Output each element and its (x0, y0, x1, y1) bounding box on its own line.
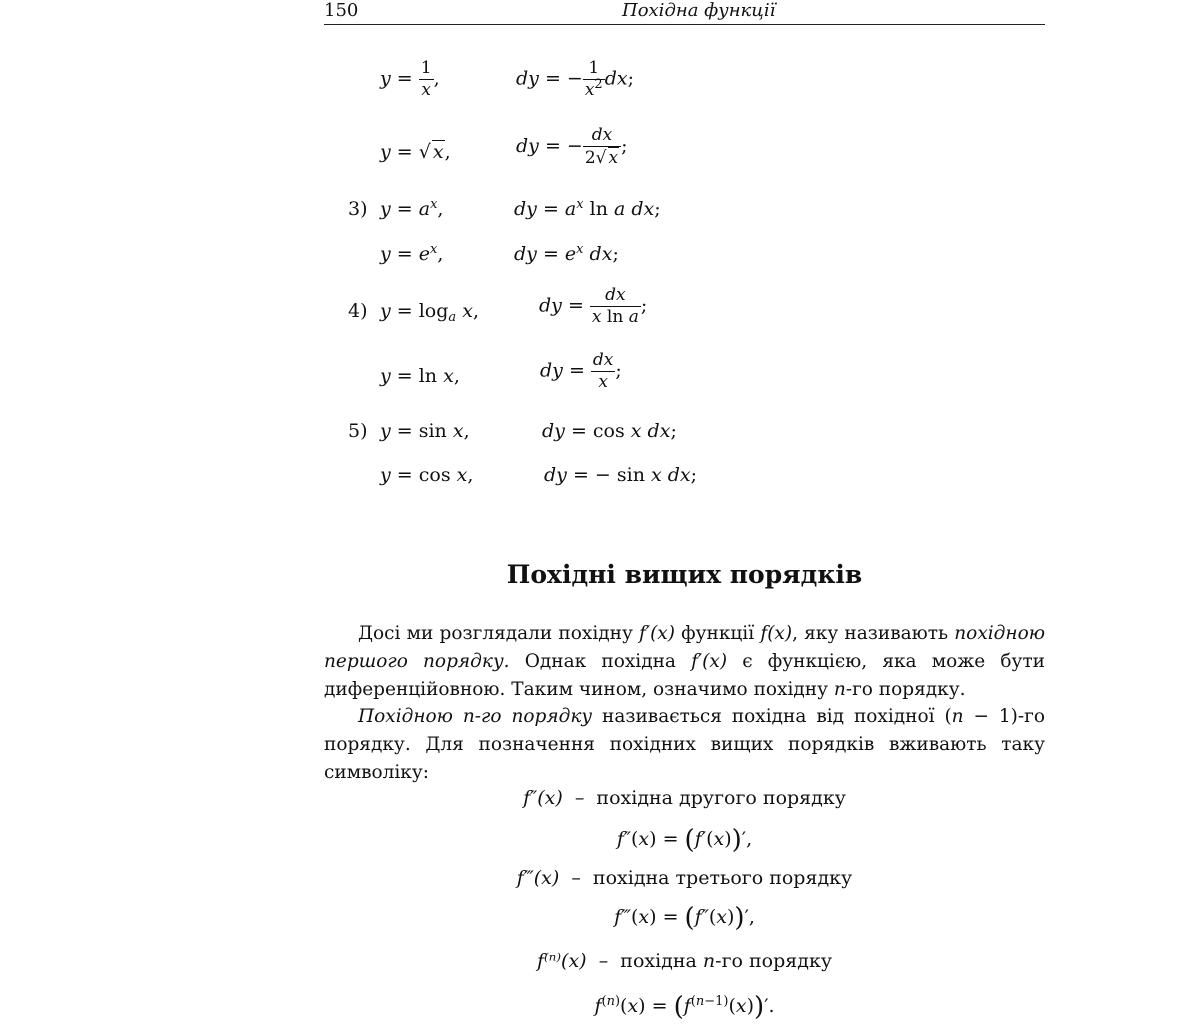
formula-label-7: 5) (348, 420, 368, 442)
formula-second-order: f″(x) = (f′(x))′, (616, 825, 753, 855)
formula-differential-8: dy = − sin x dx; (544, 464, 698, 486)
p2-math-1: n (951, 706, 964, 727)
p1-text-4: Однак похідна (509, 651, 692, 672)
formula-differential-2: dy = − $\frac{dx}{2√ x}$ ; (516, 125, 628, 168)
formula-function-8: y = cos x, (380, 464, 474, 486)
formula-differential-5: dy = $\frac{dx}{\text{x ln a}}$ ; (539, 285, 648, 327)
definition-dash: – (574, 787, 585, 809)
formula-function-3: $y = a^x$, (380, 197, 444, 220)
p1-text-6: -го порядку. (845, 679, 966, 700)
p1-text-1: Досі ми розглядали похідну (358, 623, 640, 644)
p2-text-1: називається похідна від похідної ( (592, 706, 952, 727)
p1-math-2: f(x) (760, 623, 793, 644)
formula-function-7: y = sin x, (380, 420, 470, 442)
section-title: Похідні вищих порядків (506, 560, 863, 589)
definition-symbol: f‴(x) (516, 867, 560, 889)
definition-text-pre: похідна (620, 950, 703, 972)
formula-differential-7: dy = cos x dx; (542, 420, 677, 442)
formula-differential-3: dy = $a^x$ ln a dx; (514, 197, 661, 220)
formula-nth-order: $f^{(n)}(x) = (f^{(n-1)}(x))'$. (594, 992, 775, 1022)
p1-text-2: функції (674, 623, 761, 644)
definition-symbol: f⁽ⁿ⁾(x) (536, 950, 587, 972)
definition-nth-order (324, 950, 1045, 972)
definition-text-n: n (702, 950, 716, 972)
formula-function-5: $y = \log_a x$, (380, 300, 479, 325)
formula-differential-6: dy = $\frac{dx}{x}$ ; (540, 350, 622, 392)
definition-dash: – (571, 867, 581, 889)
definition-second-order (324, 787, 1045, 809)
definition-text: похідна третього порядку (592, 867, 853, 889)
paragraph-1 (324, 620, 1045, 704)
definition-symbol: f″(x) (523, 787, 563, 809)
p1-math-1: f′(x) (639, 623, 675, 644)
definition-text: похідна другого порядку (596, 787, 846, 809)
formula-label-3: 3) (348, 198, 368, 220)
formula-function-1: y = $\frac{1}{x}$ , (380, 58, 440, 100)
p1-text-3: , яку називають (792, 623, 955, 644)
p1-text-5: є функцією, яка може бути диференційовною. Таким чином, означимо похідну (324, 651, 1046, 700)
paragraph-2 (324, 703, 1045, 787)
p1-emphasis-1: похідною першого порядку. (324, 623, 1046, 672)
formula-label-5: 4) (348, 300, 368, 322)
page (324, 0, 1045, 1030)
running-header (324, 0, 1045, 25)
definition-dash: – (598, 950, 609, 972)
definition-text: -го порядку (715, 950, 833, 972)
p1-math-3: f′(x) (691, 651, 728, 672)
formula-function-2: y = √ x, (380, 141, 451, 163)
definition-third-order (324, 867, 1045, 889)
p2-text-2: − 1)-го порядку. Для позначення похідних вищих порядків вживають таку символіку: (324, 706, 1045, 783)
formula-third-order: f‴(x) = (f″(x))′, (614, 903, 755, 933)
formula-differential-4: dy = $e^x$ dx; (514, 242, 619, 265)
page-number: 150 (324, 0, 359, 21)
formula-function-6: y = ln x, (380, 365, 460, 387)
p2-emphasis-2: -го порядку (474, 706, 593, 727)
formula-function-4: $y = e^x$, (380, 242, 444, 265)
p1-math-4: n (833, 679, 846, 700)
p2-emphasis-1: Похідною (358, 706, 463, 727)
formula-differential-1: dy = − $\frac{1}{x^2}$ dx; (516, 58, 634, 100)
p2-emphasis-n: n (462, 706, 475, 727)
running-title: Похідна функції (622, 0, 776, 21)
